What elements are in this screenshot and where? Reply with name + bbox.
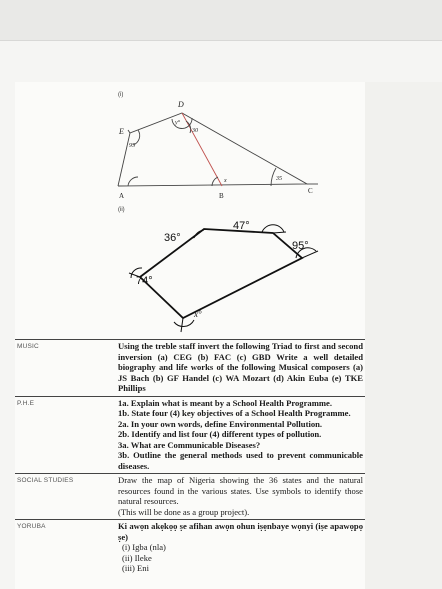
instruction-line: 2b. Identify and list four (4) different types of pollution.	[118, 429, 322, 439]
subject-label: MUSIC	[15, 340, 116, 397]
angle-30: 30	[192, 128, 198, 134]
table-row	[15, 340, 365, 397]
angle-x-ii: x°	[194, 309, 202, 319]
list-item: (i) Igba (nla)	[122, 542, 166, 552]
list-item: (iii) Eni	[122, 563, 149, 573]
subject-label: YORUBA	[15, 520, 116, 576]
instruction-line: 3a. What are Communicable Diseases?	[118, 439, 261, 450]
subjects-table	[15, 339, 365, 576]
instruction-line: Ki awọn akẹkọọ ṣe afihan awọn ohun iṣẹnbaye wọnyi (iṣe apawọpọ ṣe)	[118, 521, 363, 542]
subject-label: P.H.E	[15, 396, 116, 474]
point-d: D	[178, 100, 184, 109]
point-e: E	[119, 127, 124, 136]
instruction-line: 3b. Outline the general methods used to prevent communicable diseases.	[118, 450, 363, 471]
point-c: C	[308, 187, 313, 195]
angle-47: 47°	[233, 220, 250, 232]
point-a: A	[119, 192, 125, 200]
angle-x: x	[224, 178, 227, 184]
subject-instructions	[116, 396, 365, 474]
angle-95-ii: 95°	[292, 240, 309, 252]
list-item: (ii) Ileke	[122, 552, 152, 563]
subject-instructions	[116, 340, 365, 397]
instruction-line: (This will be done as a group project).	[118, 506, 250, 517]
angle-74: 74°	[136, 275, 153, 287]
quadrilateral-figure-i	[118, 113, 318, 186]
exterior-angle-marks	[129, 225, 318, 332]
table-row	[15, 474, 365, 520]
point-b: B	[219, 192, 224, 200]
angle-95: 95	[129, 143, 135, 149]
instruction-line: Draw the map of Nigeria showing the 36 states and the natural resources found in the various states. Use symbols to identify those natural resources.	[118, 475, 363, 506]
instruction-line: 2a. In your own words, define Environmental Pollution.	[118, 418, 323, 429]
subject-label: SOCIAL STUDIES	[15, 474, 116, 520]
subject-instructions	[116, 474, 365, 520]
table-row	[15, 396, 365, 474]
instruction-line: 1a. Explain what is meant by a School Health Programme.	[118, 397, 332, 408]
instruction-line: 1b. State four (4) key objectives of a School Health Programme.	[118, 408, 351, 418]
table-row	[15, 520, 365, 576]
subject-instructions	[116, 520, 365, 576]
angle-35: 35	[276, 176, 282, 182]
instruction-line: Using the treble staff invert the following Triad to first and second inversion (a) CEG (b) FAC (c) GBD Write a well detailed biography and life works of the following Musical composers (a) JS Bach (b) GF Handel (c) WA Mozart (d) Akin Euba (e) TKE Phillips	[118, 341, 363, 393]
angle-36: 36°	[164, 232, 181, 244]
figure-i-label: (i)	[118, 92, 124, 98]
angle-y: y°	[175, 120, 181, 126]
figure-ii-label: (ii)	[118, 207, 125, 213]
